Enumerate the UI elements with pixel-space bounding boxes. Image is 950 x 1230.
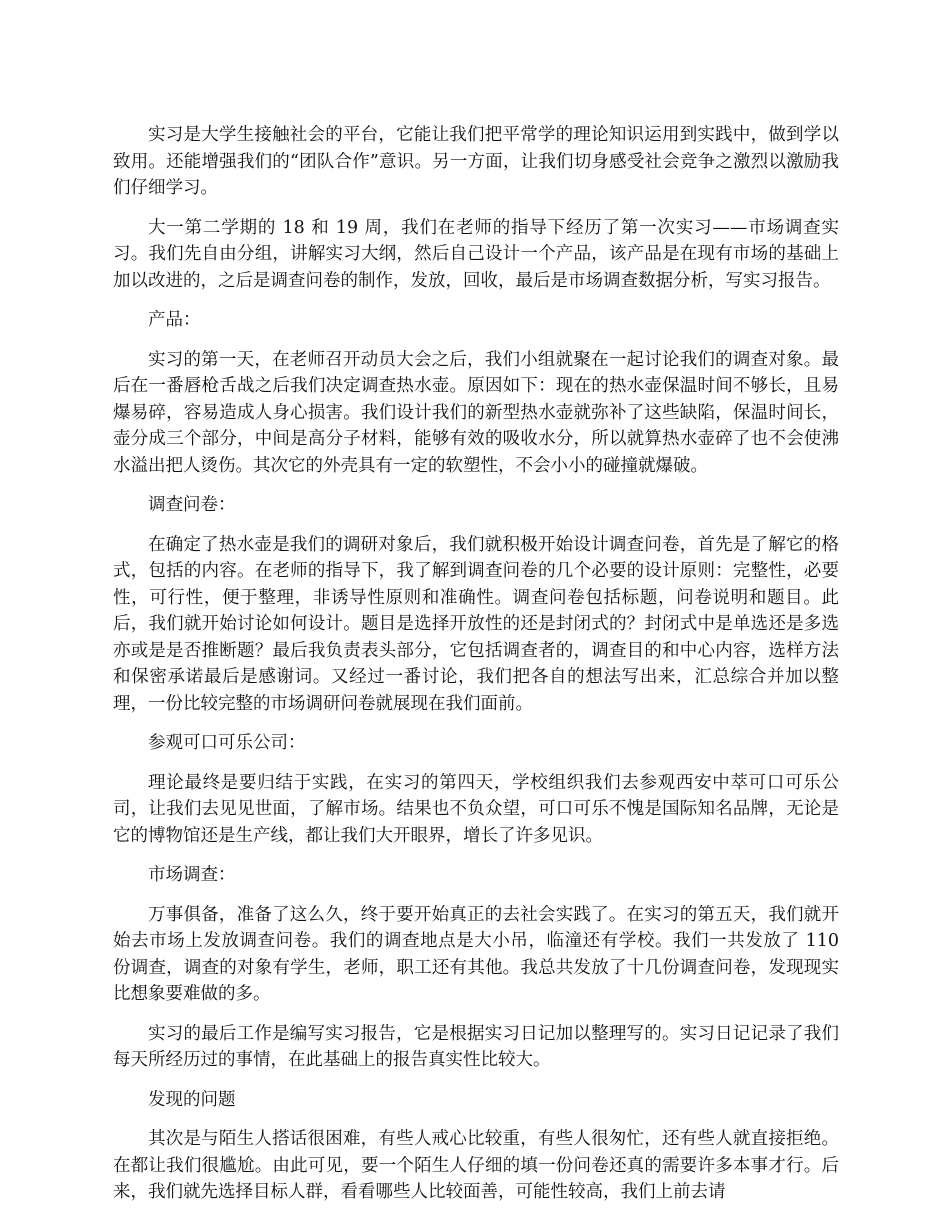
paragraph-product: 实习的第一天，在老师召开动员大会之后，我们小组就聚在一起讨论我们的调查对象。最后在一番唇枪舌战之后我们决定调查热水壶。原因如下：现在的热水壶保温时间不够长，且易爆易碎，容易造成人身心损害。我们设计我们的新型热水壶就弥补了这些缺陷，保温时间长，壶分成三个部分，中间是高分子材料，能够有效的吸收水分，所以就算热水壶碎了也不会使沸水溢出把人烫伤。其次它的外壳具有一定的软塑性，不会小小的碰撞就爆破。	[113, 349, 839, 476]
paragraph-report-writing: 实习的最后工作是编写实习报告，它是根据实习日记加以整理写的。实习日记记录了我们每天所经历过的事情，在此基础上的报告真实性比较大。	[113, 1023, 839, 1070]
section-heading-questionnaire: 调查问卷：	[148, 495, 236, 515]
paragraph-coca-cola-visit: 理论最终是要归结于实践，在实习的第四天，学校组织我们去参观西安中萃可口可乐公司，让我们去见见世面，了解市场。结果也不负众望，可口可乐不愧是国际知名品牌，无论是它的博物馆还是生产线，都让我们大开眼界，增长了许多见识。	[113, 772, 839, 846]
section-heading-product: 产品：	[148, 310, 201, 330]
document-body	[113, 122, 839, 1219]
paragraph-problems: 其次是与陌生人搭话很困难，有些人戒心比较重，有些人很匆忙，还有些人就直接拒绝。在都让我们很尴尬。由此可见，要一个陌生人仔细的填一份问卷还真的需要许多本事才行。后来，我们就先选择目标人群，看看哪些人比较面善，可能性较高，我们上前去请	[113, 1129, 839, 1202]
paragraph-questionnaire: 在确定了热水壶是我们的调研对象后，我们就积极开始设计调查问卷，首先是了解它的格式，包括的内容。在老师的指导下，我了解到调查问卷的几个必要的设计原则：完整性，必要性，可行性，便于整理，非诱导性原则和准确性。调查问卷包括标题，问卷说明和题目。此后，我们就开始讨论如何设计。题目是选择开放性的还是封闭式的？封闭式中是单选还是多选亦或是是否推断题？最后我负责表头部分，它包括调查者的，调查目的和中心内容，选样方法和保密承诺最后是感谢词。又经过一番讨论，我们把各自的想法写出来，汇总综合并加以整理，一份比较完整的市场调研问卷就展现在我们面前。	[113, 534, 839, 714]
paragraph-overview: 大一第二学期的 18 和 19 周，我们在老师的指导下经历了第一次实习——市场调查实习。我们先自由分组，讲解实习大纲，然后自己设计一个产品，该产品是在现有市场的基础上加以改进的，之后是调查问卷的制作，发放，回收，最后是市场调查数据分析，写实习报告。	[113, 217, 839, 291]
paragraph-market-survey: 万事俱备，准备了这么久，终于要开始真正的去社会实践了。在实习的第五天，我们就开始去市场上发放调查问卷。我们的调查地点是大小吊，临潼还有学校。我们一共发放了 110 份调查，调查的对象有学生，老师，职工还有其他。我总共发放了十几份调查问卷，发现现实比想象要难做的多。	[113, 904, 839, 1004]
section-heading-problems: 发现的问题	[148, 1089, 236, 1110]
section-heading-coca-cola-visit: 参观可口可乐公司：	[148, 733, 306, 753]
section-heading-market-survey: 市场调查：	[148, 865, 236, 885]
paragraph-intro: 实习是大学生接触社会的平台，它能让我们把平常学的理论知识运用到实践中，做到学以致用。还能增强我们的“团队合作”意识。另一方面，让我们切身感受社会竞争之激烈以激励我们仔细学习。	[113, 125, 839, 198]
